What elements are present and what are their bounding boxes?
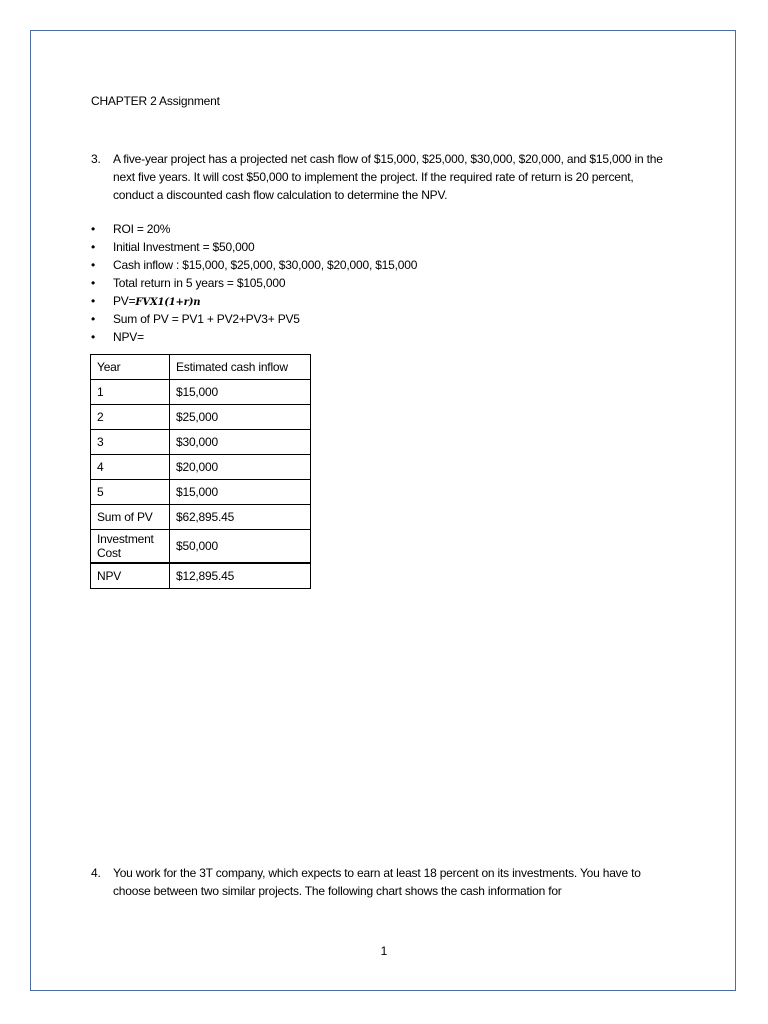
question-4 xyxy=(91,864,673,900)
table-cell: Sum of PV xyxy=(91,505,170,530)
bullet-text: NPV= xyxy=(113,330,144,344)
table-row xyxy=(91,380,311,405)
question-number: 3. xyxy=(91,152,101,166)
cash-flow-table xyxy=(90,354,311,589)
table-row xyxy=(91,455,311,480)
bullet-text: Sum of PV = PV1 + PV2+PV3+ PV5 xyxy=(113,312,300,326)
bullet-text-prefix: PV= xyxy=(113,294,136,308)
table-cell: $15,000 xyxy=(170,480,311,505)
table-row xyxy=(91,430,311,455)
table-row xyxy=(91,480,311,505)
table-cell: $30,000 xyxy=(170,430,311,455)
table-cell: $15,000 xyxy=(170,380,311,405)
table-cell: $12,895.45 xyxy=(170,563,311,589)
bullet-icon: • xyxy=(91,222,96,236)
bullet-item xyxy=(91,220,417,238)
question-text: You work for the 3T company, which expects to earn at least 18 percent on its investments. You have to choose between two similar projects. The following chart shows the cash information for xyxy=(113,866,641,898)
bullet-text: Initial Investment = $50,000 xyxy=(113,240,255,254)
bullet-item xyxy=(91,274,417,292)
table-cell: $20,000 xyxy=(170,455,311,480)
bullet-item xyxy=(91,256,417,274)
table-cell: 3 xyxy=(91,430,170,455)
bullet-item xyxy=(91,328,417,346)
table-cell: $50,000 xyxy=(170,530,311,564)
table-header-cell: Year xyxy=(91,355,170,380)
question-text: A five-year project has a projected net cash flow of $15,000, $25,000, $30,000, $20,000, and $15,000 in the next five years. It will cost $50,000 to implement the project. If the required rate of return is 20 percent, conduct a discounted cash flow calculation to determine the NPV. xyxy=(113,152,663,202)
bullet-item xyxy=(91,310,417,328)
question-3 xyxy=(91,150,673,204)
table-row xyxy=(91,405,311,430)
table-row xyxy=(91,505,311,530)
table-cell: 5 xyxy=(91,480,170,505)
bullet-item xyxy=(91,238,417,256)
page-number: 1 xyxy=(380,944,388,958)
bullet-icon: • xyxy=(91,240,96,254)
table-row xyxy=(91,563,311,589)
table-row xyxy=(91,530,311,564)
pv-formula: FVX1(1+r)n xyxy=(135,297,201,308)
table-cell: Investment Cost xyxy=(91,530,170,564)
bullet-list xyxy=(91,220,417,346)
table-cell: 1 xyxy=(91,380,170,405)
table-cell: $25,000 xyxy=(170,405,311,430)
bullet-icon: • xyxy=(91,294,96,308)
table-cell: 2 xyxy=(91,405,170,430)
question-number: 4. xyxy=(91,866,101,880)
table-cell: NPV xyxy=(91,563,170,589)
bullet-text: Cash inflow : $15,000, $25,000, $30,000, $20,000, $15,000 xyxy=(113,258,418,272)
table-header-row xyxy=(91,355,311,380)
bullet-item xyxy=(91,292,417,310)
bullet-text: Total return in 5 years = $105,000 xyxy=(113,276,286,290)
table-cell: 4 xyxy=(91,455,170,480)
chapter-title: CHAPTER 2 Assignment xyxy=(91,94,220,108)
bullet-icon: • xyxy=(91,276,96,290)
bullet-text: ROI = 20% xyxy=(113,222,171,236)
bullet-icon: • xyxy=(91,312,96,326)
bullet-icon: • xyxy=(91,258,96,272)
bullet-icon: • xyxy=(91,330,96,344)
table-cell: $62,895.45 xyxy=(170,505,311,530)
table-header-cell: Estimated cash inflow xyxy=(170,355,311,380)
